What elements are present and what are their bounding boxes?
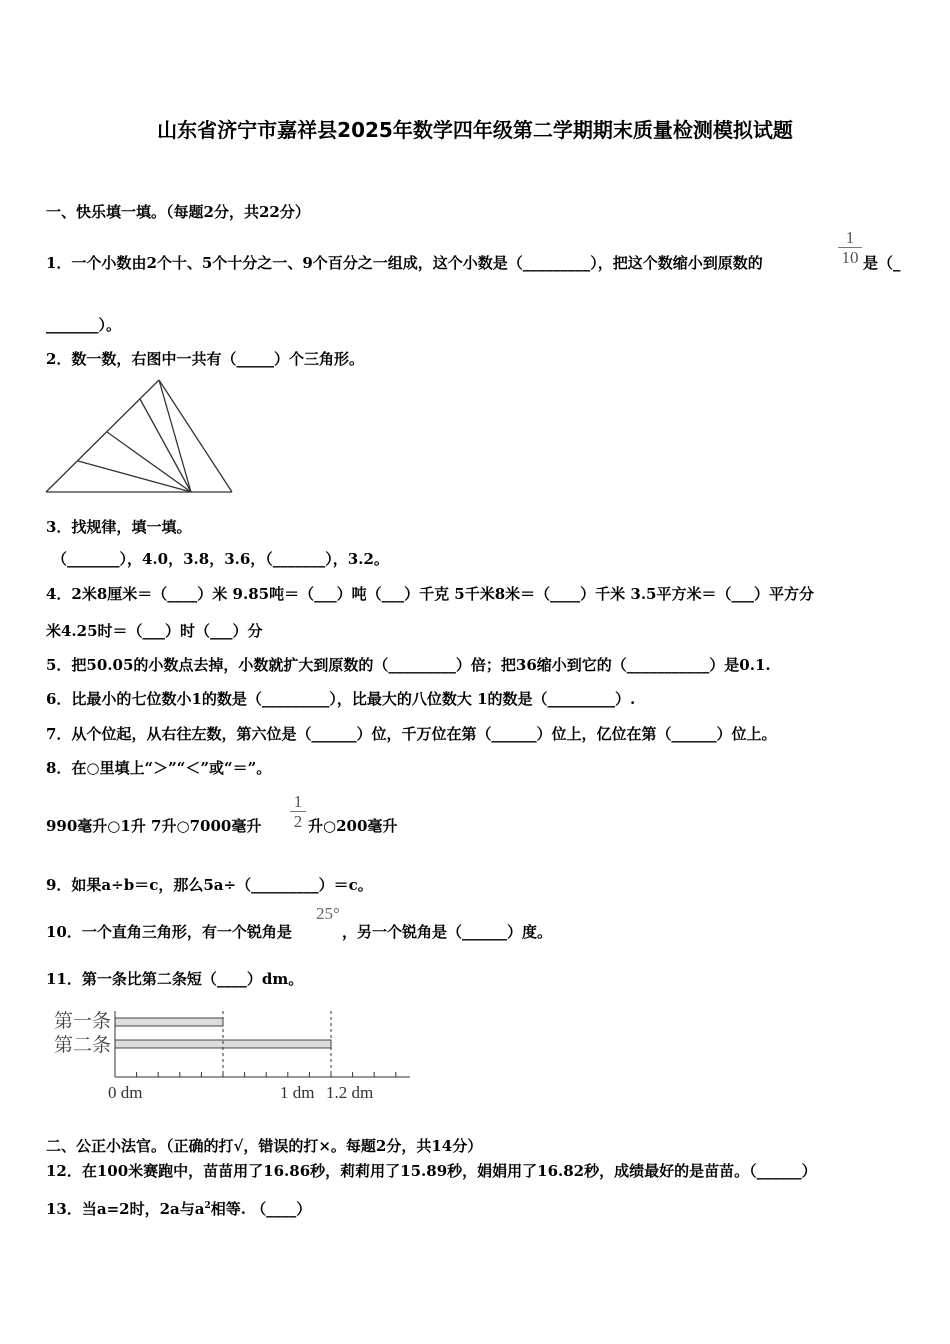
question-1-line-1: 1．一个小数由2个十、5个十分之一、9个百分之一组成，这个小数是（_________），把这个数缩小到原数的	[46, 254, 763, 272]
axis-ticks	[115, 1072, 396, 1077]
question-9: 9．如果a÷b＝c，那么5a÷（_________）＝c。	[46, 876, 373, 894]
question-7: 7．从个位起，从右往左数，第六位是（______）位，千万位在第（______）位上，亿位在第（______）位上。	[46, 725, 777, 743]
bar-comparison-figure	[50, 1005, 420, 1105]
page-title: 山东省济宁市嘉祥县2025年数学四年级第二学期期末质量检测模拟试题	[157, 118, 793, 142]
question-13-before: 13．当a=2时，2a与a	[46, 1200, 205, 1218]
fraction-denominator: 2	[290, 811, 306, 831]
question-3-line-1: 3．找规律，填一填。	[46, 518, 192, 536]
first-bar	[115, 1018, 223, 1026]
question-4-line-2: 米4.25时＝（___）时（___）分	[46, 622, 263, 640]
question-1-line-2: _______）。	[46, 316, 122, 334]
tick-label-0: 0 dm	[108, 1083, 143, 1102]
section-1-heading: 一、快乐填一填。（每题2分，共22分）	[46, 203, 310, 221]
question-13-after: 相等. （____）	[210, 1200, 312, 1218]
question-10-before: 10．一个直角三角形，有一个锐角是	[46, 923, 292, 941]
question-3-line-2: （_______），4.0，3.8，3.6，（_______），3.2。	[52, 550, 389, 568]
bar-label-first: 第一条	[54, 1011, 112, 1032]
question-5: 5．把50.05的小数点去掉，小数就扩大到原数的（_________）倍；把36缩小到它的（___________）是0.1.	[46, 656, 771, 674]
question-12: 12．在100米赛跑中，苗苗用了16.86秒，莉莉用了15.89秒，娟娟用了16.82秒，成绩最好的是苗苗。（______）	[46, 1162, 817, 1180]
question-6: 6．比最小的七位数小1的数是（_________），比最大的八位数大 1的数是（_________）.	[46, 690, 636, 708]
fraction-numerator: 1	[293, 792, 303, 811]
section-2-heading: 二、公正小法官。（正确的打√，错误的打×。每题2分，共14分）	[46, 1137, 483, 1155]
fraction-one-tenth	[838, 228, 862, 267]
fraction-numerator: 1	[845, 228, 855, 247]
question-8-part-2: 升○200毫升	[308, 817, 398, 835]
question-2: 2．数一数，右图中一共有（_____）个三角形。	[46, 350, 364, 368]
question-8-line-1: 8．在○里填上“＞”“＜”或“＝”。	[46, 759, 272, 777]
tick-label-1-2: 1.2 dm	[326, 1083, 374, 1102]
fraction-one-half	[290, 792, 306, 831]
triangle-figure	[44, 378, 236, 496]
question-8-part-1: 990毫升○1升 7升○7000毫升	[46, 817, 262, 835]
question-11: 11．第一条比第二条短（____）dm。	[46, 970, 304, 988]
question-13	[46, 1197, 311, 1218]
tick-label-1: 1 dm	[280, 1083, 315, 1102]
question-4-line-1: 4．2米8厘米＝（____）米 9.85吨＝（___）吨（___）千克 5千米8米＝（____）千米 3.5平方米＝（___）平方分	[46, 585, 814, 603]
question-1-line-1-end: 是（_	[863, 254, 901, 272]
exponent: 2	[204, 1201, 211, 1211]
question-10-after: ，另一个锐角是（______）度。	[342, 923, 553, 941]
fraction-denominator: 10	[838, 247, 862, 267]
bar-label-second: 第二条	[54, 1035, 112, 1056]
angle-25-degrees: 25°	[316, 904, 340, 923]
